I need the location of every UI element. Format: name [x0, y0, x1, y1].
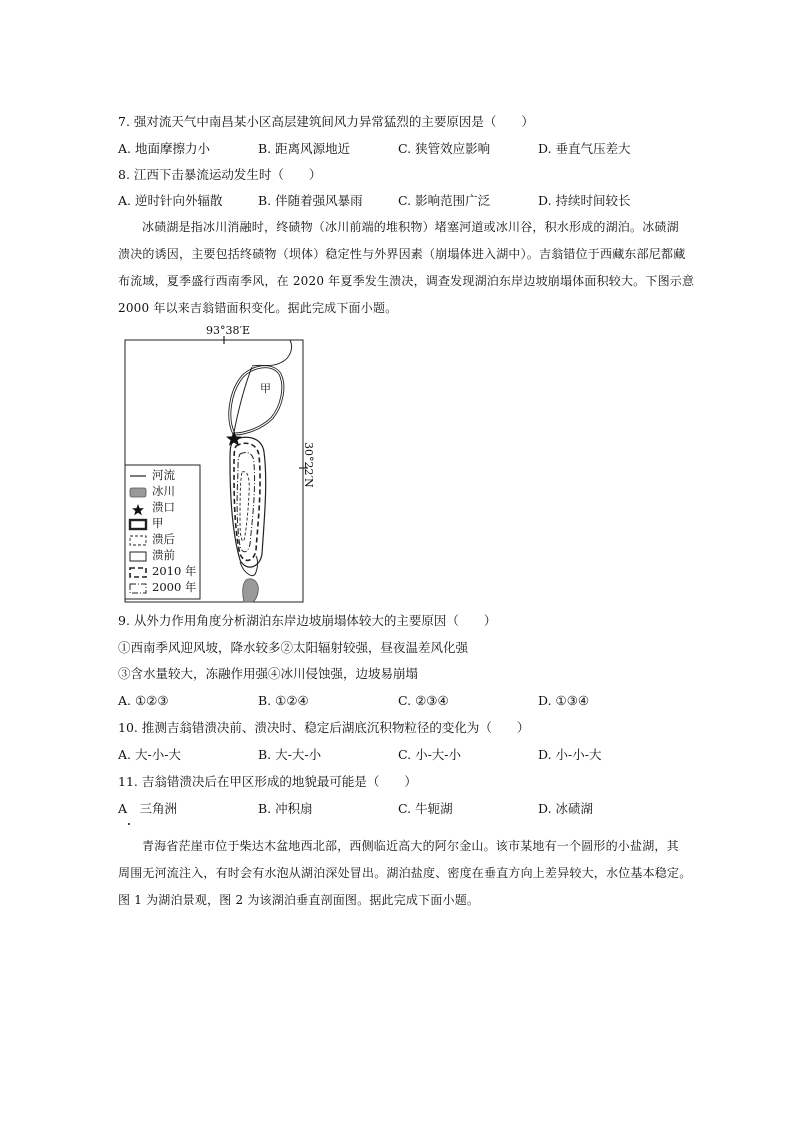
legend-label-river: 河流 [152, 468, 175, 482]
legend-symbol-glacier [130, 488, 146, 497]
passage-2-line-2: 周围无河流注入，有时会有水泡从湖泊深处冒出。湖泊盐度、密度在垂直方向上差异较大，水位基本稳定。 [118, 866, 692, 880]
area-jia-outline [230, 367, 283, 434]
question-9-stem: 9. 从外力作用角度分析湖泊东岸边坡崩塌体较大的主要原因（ ） [118, 613, 497, 628]
question-11-option-d: D. 冰碛湖 [538, 801, 594, 816]
question-10-option-b: B. 大-大-小 [258, 747, 322, 762]
question-10-stem: 10. 推测吉翁错溃决前、溃决时、稳定后湖底沉积物粒径的变化为（ ） [118, 720, 530, 735]
lake-post-burst [240, 472, 249, 541]
question-8-option-d: D. 持续时间较长 [538, 193, 631, 208]
legend-label-post: 溃后 [152, 532, 175, 546]
question-11-option-c: C. 牛轭湖 [398, 801, 453, 816]
question-8-option-a: A. 逆时针向外辐散 [118, 193, 223, 208]
legend-label-2010: 2010 年 [152, 564, 197, 578]
question-11-stem: 11. 吉翁错溃决后在甲区形成的地貌最可能是（ ） [118, 774, 417, 789]
question-7-option-b: B. 距离风源地近 [258, 141, 351, 156]
question-9-choices-line-1: ①西南季风迎风坡，降水较多②太阳辐射较强，昼夜温差风化强 [118, 640, 469, 655]
legend-label-burst: 溃口 [152, 500, 175, 514]
glacier [243, 579, 259, 602]
question-8-stem: 8. 江西下击暴流运动发生时（ ） [118, 167, 322, 182]
passage-1-line-2: 溃决的诱因，主要包括终碛物（坝体）稳定性与外界因素（崩塌体进入湖中）。吉翁错位于西藏东部尼都藏 [118, 247, 686, 261]
longitude-label: 93°38′E [206, 324, 251, 337]
passage-2-line-1: 青海省茫崖市位于柴达木盆地西北部，西侧临近高大的阿尔金山。该市某地有一个圆形的小盐湖，其 [142, 839, 679, 853]
question-8-option-b: B. 伴随着强风暴雨 [258, 193, 363, 208]
question-9-option-a: A. ①②③ [118, 693, 169, 708]
question-9-choices-line-2: ③含水量较大，冻融作用强④冰川侵蚀强，边坡易崩塌 [118, 666, 419, 681]
lake-2000 [237, 452, 254, 551]
question-11-option-b: B. 冲积扇 [258, 801, 313, 816]
question-9-option-b: B. ①②④ [258, 693, 309, 708]
lake-2010 [234, 443, 260, 560]
legend-label-2000: 2000 年 [152, 580, 197, 594]
legend-label-jia: 甲 [152, 516, 164, 530]
passage-2-line-3: 图 1 为湖泊景观，图 2 为该湖泊垂直剖面图。据此完成下面小题。 [118, 893, 480, 907]
question-10-option-c: C. 小-大-小 [398, 747, 462, 762]
question-8-option-c: C. 影响范围广泛 [398, 193, 491, 208]
legend-label-pre: 溃前 [152, 548, 175, 562]
question-10-option-a: A. 大-小-大 [118, 747, 181, 762]
lake-pre-burst [230, 437, 266, 567]
question-7-option-d: D. 垂直气压差大 [538, 141, 631, 156]
question-7-stem: 7. 强对流天气中南昌某小区高层建筑间风力异常猛烈的主要原因是（ ） [118, 114, 534, 129]
question-11-option-a: A 三角洲 [118, 801, 178, 816]
legend-label-glacier: 冰川 [152, 484, 175, 498]
river-line [252, 340, 292, 366]
question-7-option-a: A. 地面摩擦力小 [118, 141, 210, 156]
passage-1-line-4: 2000 年以来吉翁错面积变化。据此完成下面小题。 [118, 301, 398, 315]
area-jia-label: 甲 [260, 382, 271, 395]
stray-dot [128, 823, 130, 825]
question-9-option-c: C. ②③④ [398, 693, 449, 708]
question-10-option-d: D. 小-小-大 [538, 747, 602, 762]
lake-area-change-map [122, 322, 322, 604]
question-9-option-d: D. ①③④ [538, 693, 590, 708]
latitude-label: 30°22′N [302, 442, 315, 488]
question-7-option-c: C. 狭管效应影响 [398, 141, 491, 156]
passage-1-line-1: 冰碛湖是指冰川消融时，终碛物（冰川前端的堆积物）堵塞河道或冰川谷，积水形成的湖泊。冰碛湖 [142, 220, 679, 234]
passage-1-line-3: 布流域，夏季盛行西南季风，在 2020 年夏季发生溃决，调查发现湖泊东岸边坡崩塌体面积较大。下图示意 [118, 274, 695, 288]
